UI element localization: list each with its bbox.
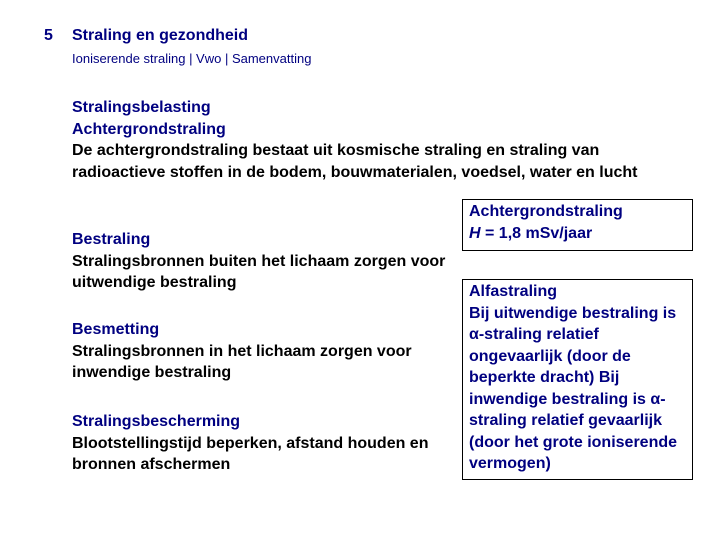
achtergrondstraling-box — [462, 199, 693, 251]
subtitle: Ioniserende straling | Vwo | Samenvatting — [72, 51, 312, 66]
section-heading-bestraling: Bestraling — [72, 231, 151, 248]
section-besmetting — [72, 319, 432, 384]
box-heading-alfastraling: Alfastraling — [469, 283, 558, 300]
chapter-number: 5 — [44, 27, 53, 44]
section-body-achtergrondstraling: De achtergrondstraling bestaat uit kosmische straling en straling van radioactieve stoffen in de bodem, bouwmaterialen, voedsel, water en lucht — [72, 142, 638, 181]
alfastraling-box — [462, 279, 693, 480]
chapter-title: Straling en gezondheid — [72, 27, 249, 44]
section-bestraling — [72, 229, 457, 294]
section-heading-besmetting: Besmetting — [72, 321, 160, 338]
dose-formula — [469, 223, 686, 245]
section-heading-stralingsbescherming: Stralingsbescherming — [72, 413, 241, 430]
section-body-stralingsbescherming: Blootstellingstijd beperken, afstand houden en bronnen afschermen — [72, 434, 429, 473]
box-heading-achtergrondstraling: Achtergrondstraling — [469, 203, 623, 220]
section-stralingsbelasting — [72, 97, 672, 183]
formula-symbol: H — [469, 224, 481, 242]
section-stralingsbescherming — [72, 411, 457, 476]
section-body-besmetting: Stralingsbronnen in het lichaam zorgen voor inwendige bestraling — [72, 342, 412, 381]
formula-value: = 1,8 mSv/jaar — [480, 224, 593, 242]
section-heading-stralingsbelasting: Stralingsbelasting — [72, 99, 211, 116]
section-subheading-achtergrondstraling: Achtergrondstraling — [72, 120, 226, 138]
box-body-alfastraling: Bij uitwendige bestraling is α-straling relatief ongevaarlijk (door de beperkte dracht) Bij inwendige bestraling is α-straling relatief gevaarlijk (door het grote ioniserende vermogen) — [469, 304, 678, 472]
section-body-bestraling: Stralingsbronnen buiten het lichaam zorgen voor uitwendige bestraling — [72, 252, 446, 291]
